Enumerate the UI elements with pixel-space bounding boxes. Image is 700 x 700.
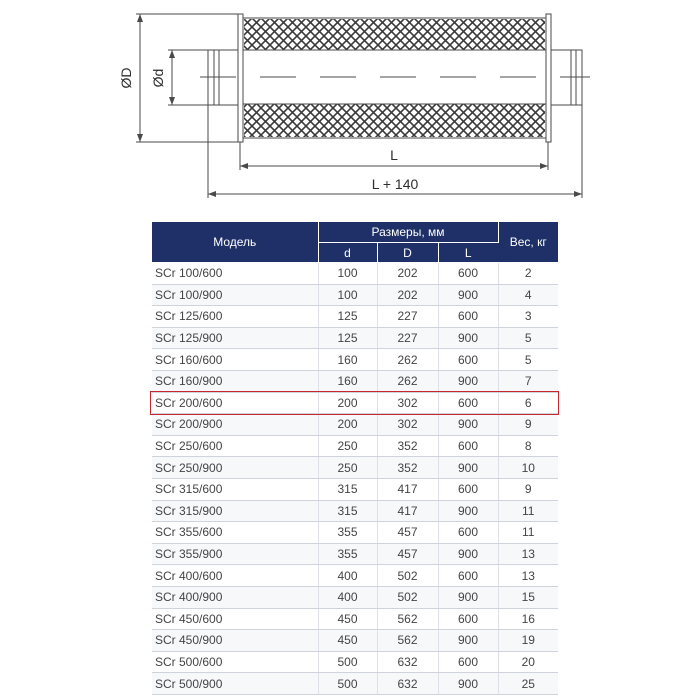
L-cell: 900	[438, 284, 498, 306]
table-row	[152, 306, 558, 328]
header-dimensions: Размеры, мм	[318, 222, 498, 243]
weight-cell: 16	[498, 608, 558, 630]
D-cell: 202	[377, 284, 438, 306]
D-cell: 417	[377, 478, 438, 500]
total-length-label: L + 140	[371, 176, 419, 192]
header-model: Модель	[152, 222, 318, 263]
weight-cell: 3	[498, 306, 558, 328]
L-cell: 600	[438, 478, 498, 500]
weight-cell: 9	[498, 478, 558, 500]
weight-cell: 5	[498, 349, 558, 371]
weight-cell: 20	[498, 651, 558, 673]
header-L: L	[438, 243, 498, 263]
weight-cell: 15	[498, 586, 558, 608]
L-cell: 600	[438, 263, 498, 285]
table-body	[152, 263, 558, 695]
L-cell: 600	[438, 608, 498, 630]
silencer-body	[200, 14, 590, 142]
D-cell: 352	[377, 457, 438, 479]
model-cell: SCr 200/600	[152, 392, 318, 414]
d-cell: 355	[318, 522, 377, 544]
table-row	[152, 370, 558, 392]
L-cell: 900	[438, 327, 498, 349]
weight-cell: 11	[498, 522, 558, 544]
D-cell: 457	[377, 522, 438, 544]
D-cell: 227	[377, 306, 438, 328]
table-row	[152, 349, 558, 371]
weight-cell: 11	[498, 500, 558, 522]
L-cell: 600	[438, 392, 498, 414]
d-cell: 100	[318, 284, 377, 306]
D-cell: 562	[377, 630, 438, 652]
table-row	[152, 500, 558, 522]
model-cell: SCr 200/900	[152, 414, 318, 436]
weight-cell: 2	[498, 263, 558, 285]
outer-diameter-label: ØD	[118, 67, 134, 89]
L-cell: 600	[438, 306, 498, 328]
d-cell: 125	[318, 327, 377, 349]
D-cell: 302	[377, 414, 438, 436]
D-cell: 457	[377, 543, 438, 565]
D-cell: 352	[377, 435, 438, 457]
table-row	[152, 565, 558, 587]
weight-cell: 19	[498, 630, 558, 652]
table-row	[152, 414, 558, 436]
d-cell: 400	[318, 586, 377, 608]
weight-cell: 10	[498, 457, 558, 479]
table-row	[152, 630, 558, 652]
table-row	[152, 651, 558, 673]
weight-cell: 13	[498, 543, 558, 565]
L-cell: 900	[438, 414, 498, 436]
L-cell: 900	[438, 543, 498, 565]
table-row	[152, 435, 558, 457]
d-cell: 355	[318, 543, 377, 565]
header-d: d	[318, 243, 377, 263]
L-cell: 900	[438, 500, 498, 522]
D-cell: 262	[377, 349, 438, 371]
D-cell: 202	[377, 263, 438, 285]
D-cell: 502	[377, 565, 438, 587]
model-cell: SCr 355/600	[152, 522, 318, 544]
d-cell: 200	[318, 392, 377, 414]
model-cell: SCr 160/600	[152, 349, 318, 371]
d-cell: 450	[318, 630, 377, 652]
table-row	[152, 263, 558, 285]
model-cell: SCr 125/900	[152, 327, 318, 349]
table-row	[152, 586, 558, 608]
inner-diameter-label: Ød	[150, 68, 166, 88]
d-cell: 250	[318, 457, 377, 479]
L-cell: 900	[438, 673, 498, 695]
specifications-table	[152, 222, 558, 695]
header-weight: Вес, кг	[498, 222, 558, 263]
model-cell: SCr 160/900	[152, 370, 318, 392]
model-cell: SCr 400/600	[152, 565, 318, 587]
model-cell: SCr 500/600	[152, 651, 318, 673]
d-cell: 160	[318, 370, 377, 392]
insulation-mesh-top	[244, 19, 545, 50]
L-cell: 600	[438, 349, 498, 371]
model-cell: SCr 400/900	[152, 586, 318, 608]
L-cell: 900	[438, 586, 498, 608]
table-row	[152, 543, 558, 565]
L-cell: 900	[438, 370, 498, 392]
model-cell: SCr 250/600	[152, 435, 318, 457]
d-cell: 100	[318, 263, 377, 285]
model-cell: SCr 250/900	[152, 457, 318, 479]
d-cell: 500	[318, 673, 377, 695]
table-row	[152, 673, 558, 695]
d-cell: 315	[318, 478, 377, 500]
insulation-mesh-bottom	[244, 104, 545, 137]
D-cell: 502	[377, 586, 438, 608]
table-row	[152, 392, 558, 414]
table-row	[152, 284, 558, 306]
d-cell: 450	[318, 608, 377, 630]
weight-cell: 25	[498, 673, 558, 695]
table-row	[152, 457, 558, 479]
model-cell: SCr 450/600	[152, 608, 318, 630]
model-cell: SCr 500/900	[152, 673, 318, 695]
L-cell: 600	[438, 522, 498, 544]
d-cell: 200	[318, 414, 377, 436]
d-cell: 250	[318, 435, 377, 457]
header-D: D	[377, 243, 438, 263]
d-cell: 400	[318, 565, 377, 587]
silencer-drawing	[0, 0, 700, 210]
model-cell: SCr 100/900	[152, 284, 318, 306]
L-cell: 900	[438, 457, 498, 479]
D-cell: 302	[377, 392, 438, 414]
L-cell: 600	[438, 651, 498, 673]
table-row	[152, 608, 558, 630]
model-cell: SCr 450/900	[152, 630, 318, 652]
model-cell: SCr 315/600	[152, 478, 318, 500]
L-cell: 900	[438, 630, 498, 652]
d-cell: 500	[318, 651, 377, 673]
D-cell: 227	[377, 327, 438, 349]
L-cell: 600	[438, 565, 498, 587]
table-row	[152, 327, 558, 349]
weight-cell: 7	[498, 370, 558, 392]
length-label: L	[390, 147, 398, 163]
D-cell: 562	[377, 608, 438, 630]
D-cell: 262	[377, 370, 438, 392]
weight-cell: 5	[498, 327, 558, 349]
d-cell: 160	[318, 349, 377, 371]
weight-cell: 9	[498, 414, 558, 436]
model-cell: SCr 355/900	[152, 543, 318, 565]
weight-cell: 13	[498, 565, 558, 587]
D-cell: 632	[377, 673, 438, 695]
D-cell: 632	[377, 651, 438, 673]
d-cell: 315	[318, 500, 377, 522]
model-cell: SCr 100/600	[152, 263, 318, 285]
table-row	[152, 522, 558, 544]
D-cell: 417	[377, 500, 438, 522]
L-cell: 600	[438, 435, 498, 457]
model-cell: SCr 315/900	[152, 500, 318, 522]
weight-cell: 6	[498, 392, 558, 414]
model-cell: SCr 125/600	[152, 306, 318, 328]
weight-cell: 8	[498, 435, 558, 457]
table-row	[152, 478, 558, 500]
d-cell: 125	[318, 306, 377, 328]
weight-cell: 4	[498, 284, 558, 306]
